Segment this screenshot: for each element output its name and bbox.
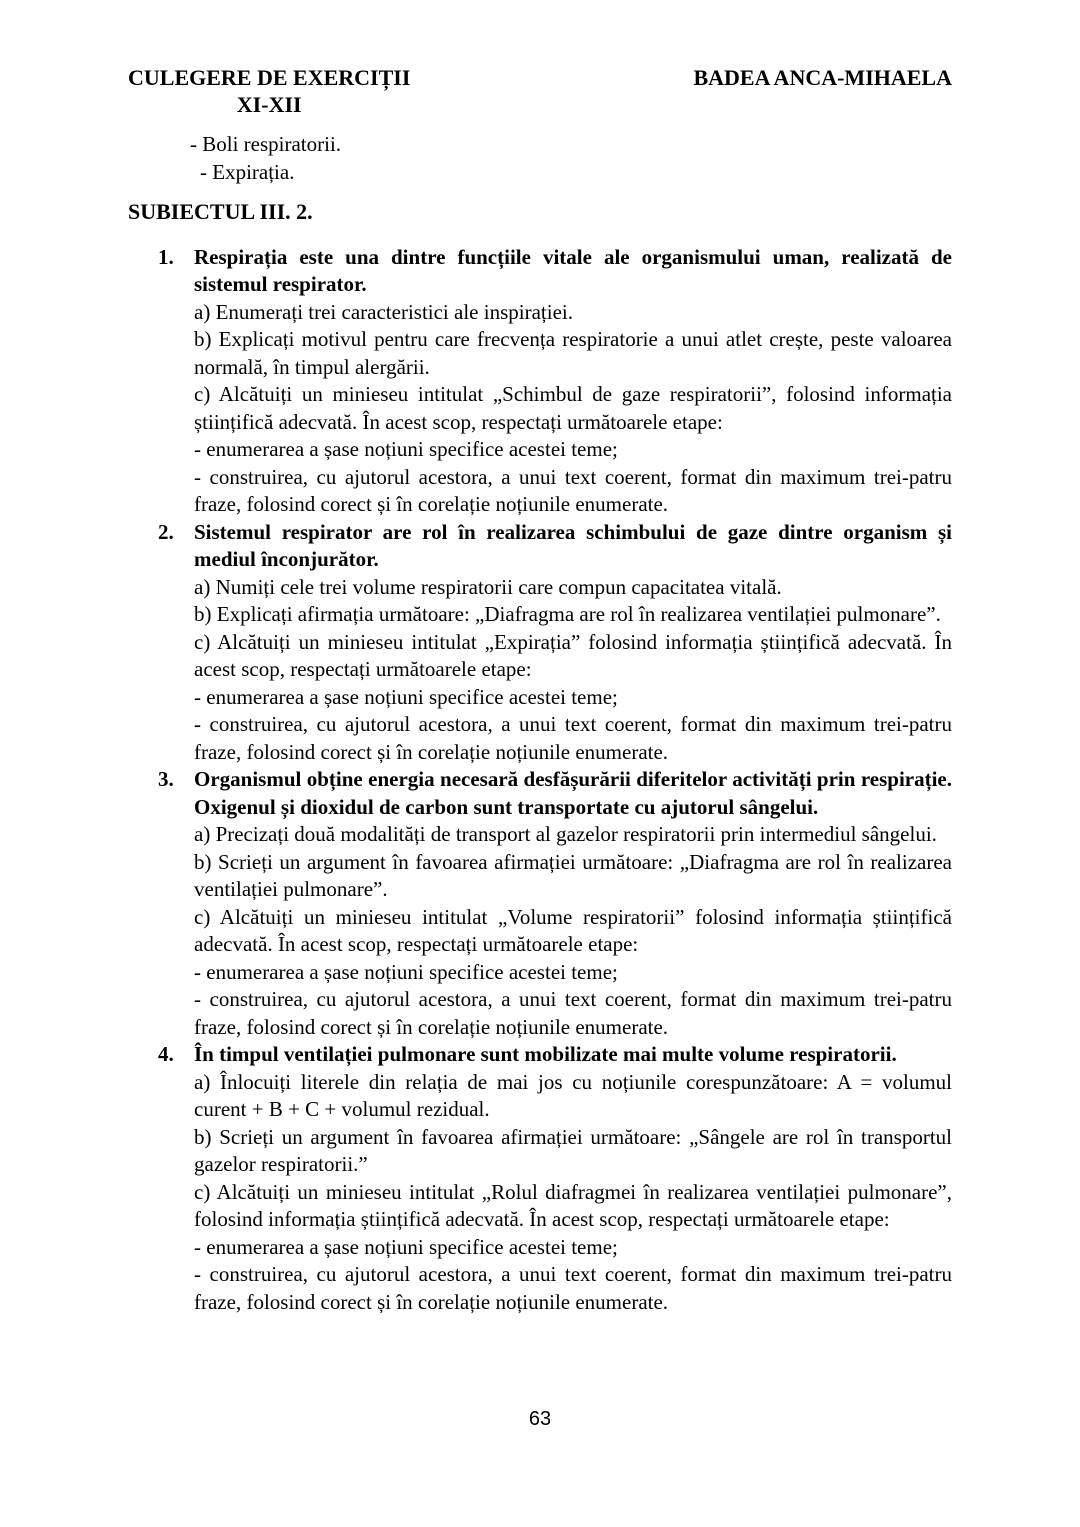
exercise-line: c) Alcătuiți un minieseu intitulat „Expirația” folosind informația științifică adecvată. În acest scop, respectați următoarele etape: [194,629,952,681]
exercise-line: - construirea, cu ajutorul acestora, a unui text coerent, format din maximum trei-patru fraze, folosind corect și în corelație noțiunile enumerate. [194,464,952,516]
exercise-line: c) Alcătuiți un minieseu intitulat „Volume respiratorii” folosind informația științifică adecvată. În acest scop, respectați următoarele etape: [194,904,952,956]
exercise-line: b) Explicați motivul pentru care frecvența respiratorie a unui atlet crește, peste valoarea normală, în timpul alergării. [194,327,952,379]
exercise-line: - enumerarea a șase noțiuni specifice acestei teme; [194,959,618,984]
exercise-lead: În timpul ventilației pulmonare sunt mobilizate mai multe volume respiratorii. [194,1042,897,1066]
book-grade-range: XI-XII [236,92,302,117]
exercise-item-1 [128,244,952,519]
exercise-lead: Organismul obține energia necesară desfășurării diferitelor activități prin respirație. Oxigenul și dioxidul de carbon sunt transportate cu ajutorul sângelui. [194,767,952,819]
section-title: SUBIECTUL III. 2. [128,199,313,224]
page-number: 63 [528,1408,552,1430]
intro-item: - Expirația. [200,159,295,184]
exercise-lead: Sistemul respirator are rol în realizarea schimbului de gaze dintre organism și mediul înconjurător. [194,519,952,571]
exercise-number: 4. [158,1042,174,1066]
exercise-line: a) Numiți cele trei volume respiratorii care compun capacitatea vitală. [194,574,782,599]
exercise-line: - construirea, cu ajutorul acestora, a unui text coerent, format din maximum trei-patru fraze, folosind corect și în corelație noțiunile enumerate. [194,712,952,764]
exercise-list [128,244,952,1317]
exercise-line: b) Explicați afirmația următoare: „Diafragma are rol în realizarea ventilației pulmonare”. [194,602,941,626]
exercise-line: b) Scrieți un argument în favoarea afirmației următoare: „Sângele are rol în transportul gazelor respiratorii.” [194,1124,952,1176]
page-header [128,64,952,118]
intro-list [128,131,952,186]
exercise-line: - enumerarea a șase noțiuni specifice acestei teme; [194,437,618,461]
exercise-line: a) Enumerați trei caracteristici ale inspirației. [194,299,573,324]
author-name: BADEA ANCA-MIHAELA [693,65,952,90]
exercise-line: - construirea, cu ajutorul acestora, a unui text coerent, format din maximum trei-patru fraze, folosind corect și în corelație noțiunile enumerate. [194,987,952,1039]
exercise-line: - enumerarea a șase noțiuni specifice acestei teme; [194,684,618,709]
exercise-item-4 [128,1041,952,1316]
exercise-line: b) Scrieți un argument în favoarea afirmației următoare: „Diafragma are rol în realizarea ventilației pulmonare”. [194,849,952,901]
exercise-number: 3. [158,767,174,791]
exercise-line: a) Înlocuiți literele din relația de mai jos cu noțiunile corespunzătoare: A = volumul curent + B + C + volumul rezidual. [194,1069,952,1121]
exercise-item-3 [128,766,952,1041]
exercise-number: 1. [158,244,174,269]
exercise-line: c) Alcătuiți un minieseu intitulat „Schimbul de gaze respiratorii”, folosind informația științifică adecvată. În acest scop, respectați următoarele etape: [194,382,952,434]
exercise-number: 2. [158,519,174,544]
exercise-line: c) Alcătuiți un minieseu intitulat „Rolul diafragmei în realizarea ventilației pulmonare”, folosind informația științifică adecvată. În acest scop, respectați următoarele etape: [194,1179,952,1231]
intro-item: - Boli respiratorii. [190,132,342,156]
book-title: CULEGERE DE EXERCIȚII [128,65,411,90]
exercise-item-2 [128,519,952,767]
header-title-block [128,64,410,118]
exercise-line: - enumerarea a șase noțiuni specifice acestei teme; [194,1234,618,1259]
exercise-line: - construirea, cu ajutorul acestora, a unui text coerent, format din maximum trei-patru fraze, folosind corect și în corelație noțiunile enumerate. [194,1262,952,1314]
exercise-line: a) Precizați două modalități de transport al gazelor respiratorii prin intermediul sângelui. [194,822,937,846]
exercise-lead: Respirația este una dintre funcțiile vitale ale organismului uman, realizată de sistemul respirator. [194,244,952,296]
